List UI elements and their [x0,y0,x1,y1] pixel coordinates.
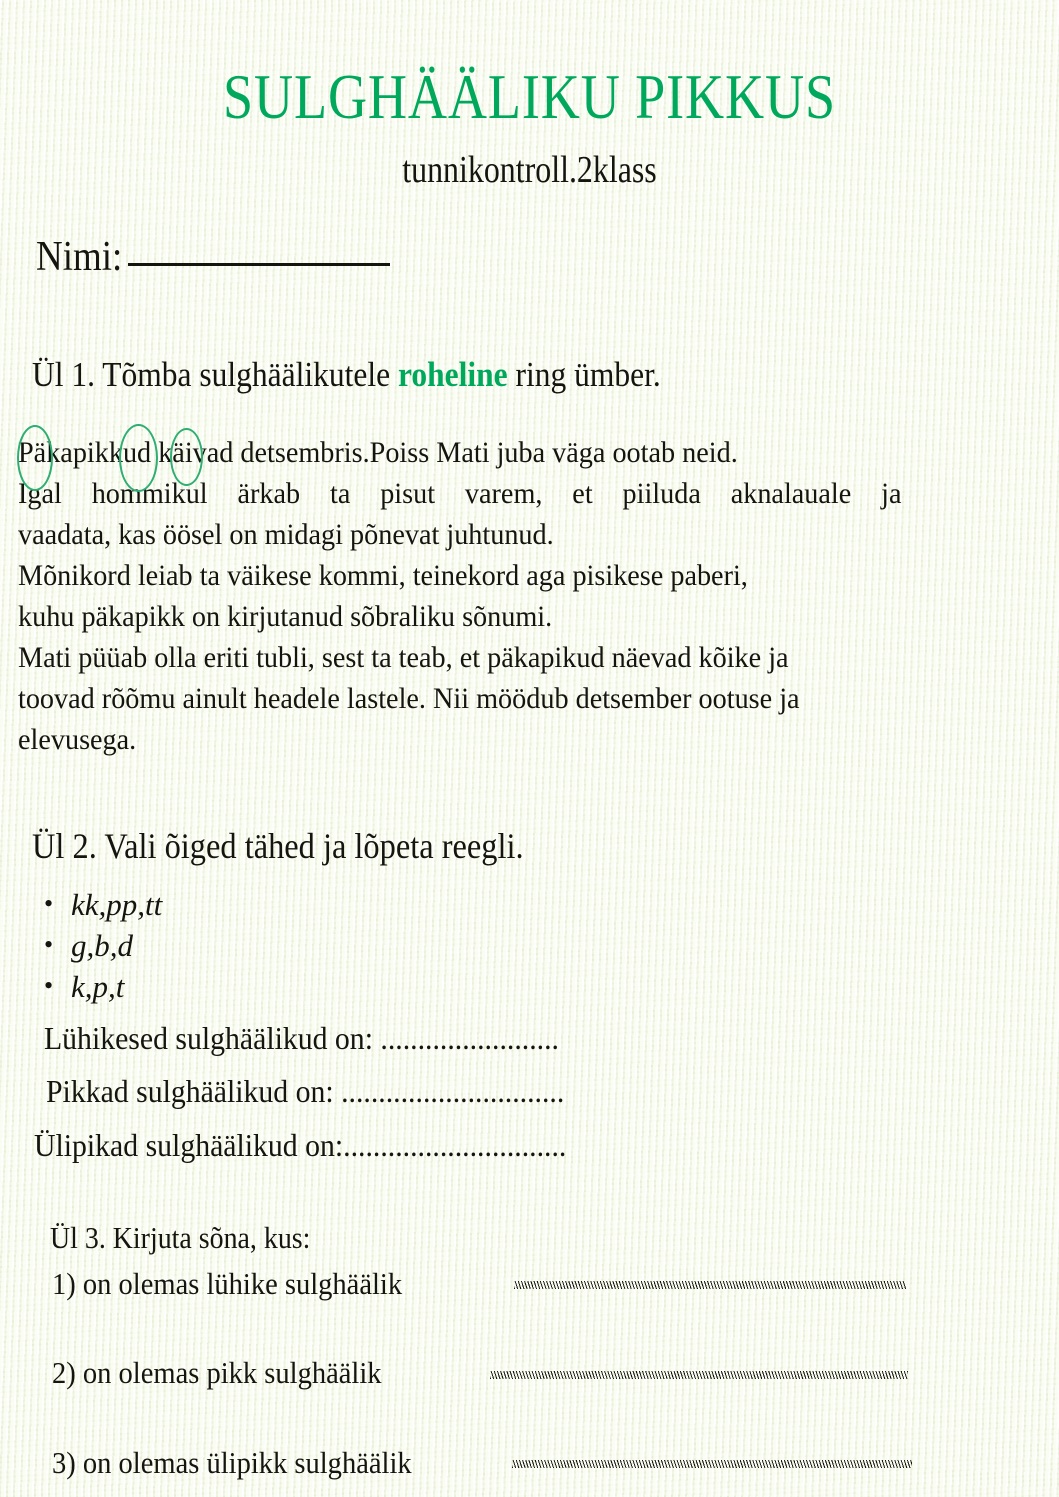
fill-line-label: Pikkad sulghäälikud on: [46,1073,342,1109]
story-word: varem, [464,477,543,510]
story-line: Mõnikord leiab ta väikese kommi, teinekord aga pisikese paberi, [18,559,748,592]
annotation-ellipse-p [17,425,53,491]
story-line: elevusega. [18,723,137,756]
list-item[interactable]: • kk,pp,tt [44,884,162,925]
exercise3-item-text: on olemas lühike sulghäälik [82,1266,403,1301]
fill-line-dots: .............................. [341,1073,565,1109]
fill-line-label: Lühikesed sulghäälikud on: [44,1020,381,1056]
story-word: aknalauale [730,477,852,510]
story-word: pisut [380,477,436,510]
answer-rule-3[interactable] [512,1460,912,1468]
story-line: Mati püüab olla eriti tubli, sest ta teab, et päkapikud näevad kõike ja [18,641,789,674]
name-field-label: Nimi: [36,234,123,280]
page-subtitle: tunnikontroll.2klass [402,149,657,191]
story-word: ja [881,477,902,510]
page-title: SULGHÄÄLIKU PIKKUS [223,62,836,132]
story-line: toovad rõõmu ainult headele lastele. Nii möödub detsember ootuse ja [18,682,800,715]
exercise1-heading-prefix: Ül 1. Tõmba sulghäälikutele [32,355,398,394]
fill-line-dots: .............................. [343,1127,567,1163]
story-word: piiluda [622,477,701,510]
exercise2-options [44,884,162,1007]
exercise3-item-number: 2) [52,1355,76,1390]
exercise3-item-number: 3) [52,1445,76,1480]
exercise3-item-text: on olemas ülipikk sulghäälik [82,1445,412,1480]
exercise3-item-2 [52,1357,382,1388]
fill-line-extralong[interactable] [34,1129,566,1161]
exercise3-item-3 [52,1447,412,1478]
list-item[interactable]: • g,b,d [44,925,162,966]
exercise3-item-1 [52,1268,402,1299]
name-field-rule[interactable] [128,263,390,266]
story-line: Päkapikkud käivad detsembris.Poiss Mati juba väga ootab neid. [18,436,738,469]
story-word: ta [329,477,351,510]
story-line: kuhu päkapikk on kirjutanud sõbraliku sõnumi. [18,600,553,633]
story-word: Igal [18,477,62,510]
exercise3-item-number: 1) [52,1266,76,1301]
list-item[interactable]: • k,p,t [44,966,162,1007]
story-line: vaadata, kas öösel on midagi põnevat juhtunud. [18,518,554,551]
exercise3-heading: Ül 3. Kirjuta sõna, kus: [50,1220,311,1255]
annotation-ellipse-d [170,428,203,486]
fill-line-dots: ........................ [380,1020,559,1056]
fill-line-short[interactable] [44,1022,559,1054]
story-word: et [572,477,593,510]
annotation-ellipse-kk [119,424,158,492]
story-word: ärkab [237,477,301,510]
answer-rule-2[interactable] [490,1371,908,1379]
exercise1-heading-highlight: roheline [397,355,508,394]
answer-rule-1[interactable] [514,1281,906,1289]
fill-line-long[interactable] [46,1075,564,1107]
exercise1-heading [32,357,661,392]
exercise2-heading: Ül 2. Vali õiged tähed ja lõpeta reegli. [32,826,524,866]
story-word: hommikul [91,477,208,510]
name-field[interactable] [36,236,390,278]
fill-line-label: Ülipikad sulghäälikud on: [34,1127,344,1163]
exercise3-item-text: on olemas pikk sulghäälik [82,1355,382,1390]
exercise1-heading-suffix: ring ümber. [507,355,661,394]
